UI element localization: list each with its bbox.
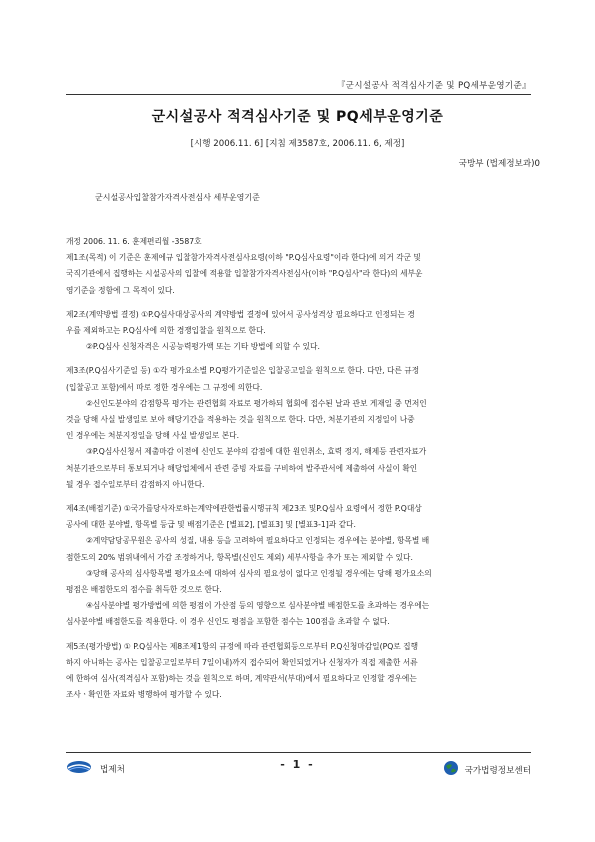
body-line: 제5조(평가방법) ① P.Q심사는 제8조제1항의 규정에 따라 관련협회등으로부터 P.Q신청마감일(PQ로 집행 [66, 641, 419, 651]
body-line: ③당해 공사의 심사항목별 평가요소에 대하여 심사의 필요성이 없다고 인정될 경우에는 당해 평가요소의 [86, 568, 432, 578]
body-line: 국직기관에서 집행하는 시설공사의 입찰에 적용할 입찰참가자격사전심사(이하 "P.Q심사"라 한다)의 세부운 [66, 269, 423, 279]
globe-logo-icon [443, 760, 459, 779]
document-body [66, 234, 531, 703]
body-line: ④심사분야별 평가방법에 의한 평점이 가산점 등의 영향으로 심사분야별 배점한도를 초과하는 경우에는 [86, 601, 430, 611]
paragraph-gap [66, 299, 531, 307]
body-line: 제1조(목적) 이 기준은 훈제에규 입찰참가자격사전심사요령(이하 "P.Q심사요령"이라 한다)에 의거 각군 및 [66, 253, 421, 263]
body-line: 우를 제외하고는 P.Q심사에 의한 경쟁입찰을 원칙으로 한다. [66, 326, 266, 336]
body-line: (입찰공고 포함)에서 따로 정한 경우에는 그 규정에 의한다. [66, 382, 263, 392]
body-line: ③P.Q심사신청서 제출마감 이전에 신인도 분야의 감점에 대한 원인취소, 효력 정지, 해제등 관련자료가 [86, 447, 427, 457]
body-line: 제3조(P.Q심사기준일 등) ①각 평가요소별 P.Q평가기준일은 입찰공고일을 원칙으로 한다. 다만, 다른 규정 [66, 366, 420, 376]
body-line: ②P.Q심사 신청자격은 시공능력평가액 또는 기타 방법에 의할 수 있다. [86, 342, 320, 352]
body-line: 인 경우에는 처분지정일을 당해 사실 발생일로 본다. [66, 431, 240, 441]
body-line: 조사ㆍ확인한 자료와 병행하여 평가할 수 있다. [66, 690, 222, 700]
body-line: 공사에 대한 분야별, 항목별 등급 및 배점기준은 [별표2], [별표3] 및 [별표3-1]과 같다. [66, 520, 356, 530]
paragraph-gap [66, 355, 531, 363]
footer-rule [66, 752, 531, 753]
body-line: 개정 2006. 11. 6. 훈제편리월 -3587호 [66, 237, 202, 246]
body-line: 것을 당해 사실 발생일로 보아 해당기간을 적용하는 것을 원칙으로 한다. 다만, 처분기관의 지정일이 나중 [66, 415, 415, 425]
paragraph-gap [66, 493, 531, 501]
body-line: 될 경우 접수일로부터 감점하지 아니한다. [66, 479, 205, 489]
body-line: 점한도의 20% 범위내에서 가감 조정하거나, 항목별(신인도 제외) 세부사항을 추가 또는 제외할 수 있다. [66, 552, 413, 562]
footer-right-label: 국가법령정보센터 [464, 765, 531, 776]
body-line: 제2조(계약방법 결정) ①P.Q심사대상공사의 계약방법 결정에 있어서 공사성격상 필요하다고 인정되는 경 [66, 309, 415, 319]
body-line: ②계약담당공무원은 공사의 성질, 내용 등을 고려하여 필요하다고 인정되는 경우에는 분야별, 항목별 배 [86, 536, 430, 546]
document-title: 군시설공사 적격심사기준 및 PQ세부운영기준 [151, 109, 444, 125]
body-line: 하지 아니하는 공사는 입찰공고일로부터 7일이내)까지 접수되어 확인되었거나 신청자가 직접 제출한 서류 [66, 657, 418, 667]
page-number: - 1 - [280, 758, 315, 771]
body-line: 심사분야별 배점한도를 적용한다. 이 경우 신인도 평점을 포함한 점수는 100점을 초과할 수 없다. [66, 617, 390, 627]
body-line: 영기준을 정함에 그 목적이 있다. [66, 285, 175, 295]
body-line: 평점은 배점한도의 점수를 취득한 것으로 한다. [66, 585, 222, 595]
paragraph-gap [66, 631, 531, 639]
regulation-name: 군시설공사입찰참가자격사전심사 세부운영기준 [95, 193, 260, 202]
header-rule [66, 94, 531, 95]
footer-left-label: 법제처 [100, 764, 125, 775]
body-line: 제4조(배점기준) ①국가를당사자로하는계약에관한법률시행규칙 제23조 및P.Q심사 요령에서 정한 P.Q대상 [66, 504, 422, 514]
header-tag: 『군시설공사 적격심사기준 및 PQ세부운영기준』 [336, 81, 531, 91]
body-line: 에 한하여 심사(적격심사 포함)하는 것을 원칙으로 하며, 계약관서(부대)에서 필요하다고 인정할 경우에는 [66, 674, 417, 684]
document-subtitle: [시행 2006.11. 6] [지침 제3587호, 2006.11. 6, 제정] [190, 139, 405, 149]
body-line: 처분기관으로부터 통보되거나 해당업체에서 관련 증빙 자료를 구비하여 발주관서에 제출하여 사실이 확인 [66, 463, 418, 473]
body-line: ②신인도분야의 감점항목 평가는 관련협회 자료로 평가하되 협회에 접수된 날과 관보 게재일 중 먼저인 [86, 398, 427, 408]
footer-right [443, 760, 531, 779]
department-label: 국방부 (법제정보과)0 [458, 159, 540, 169]
